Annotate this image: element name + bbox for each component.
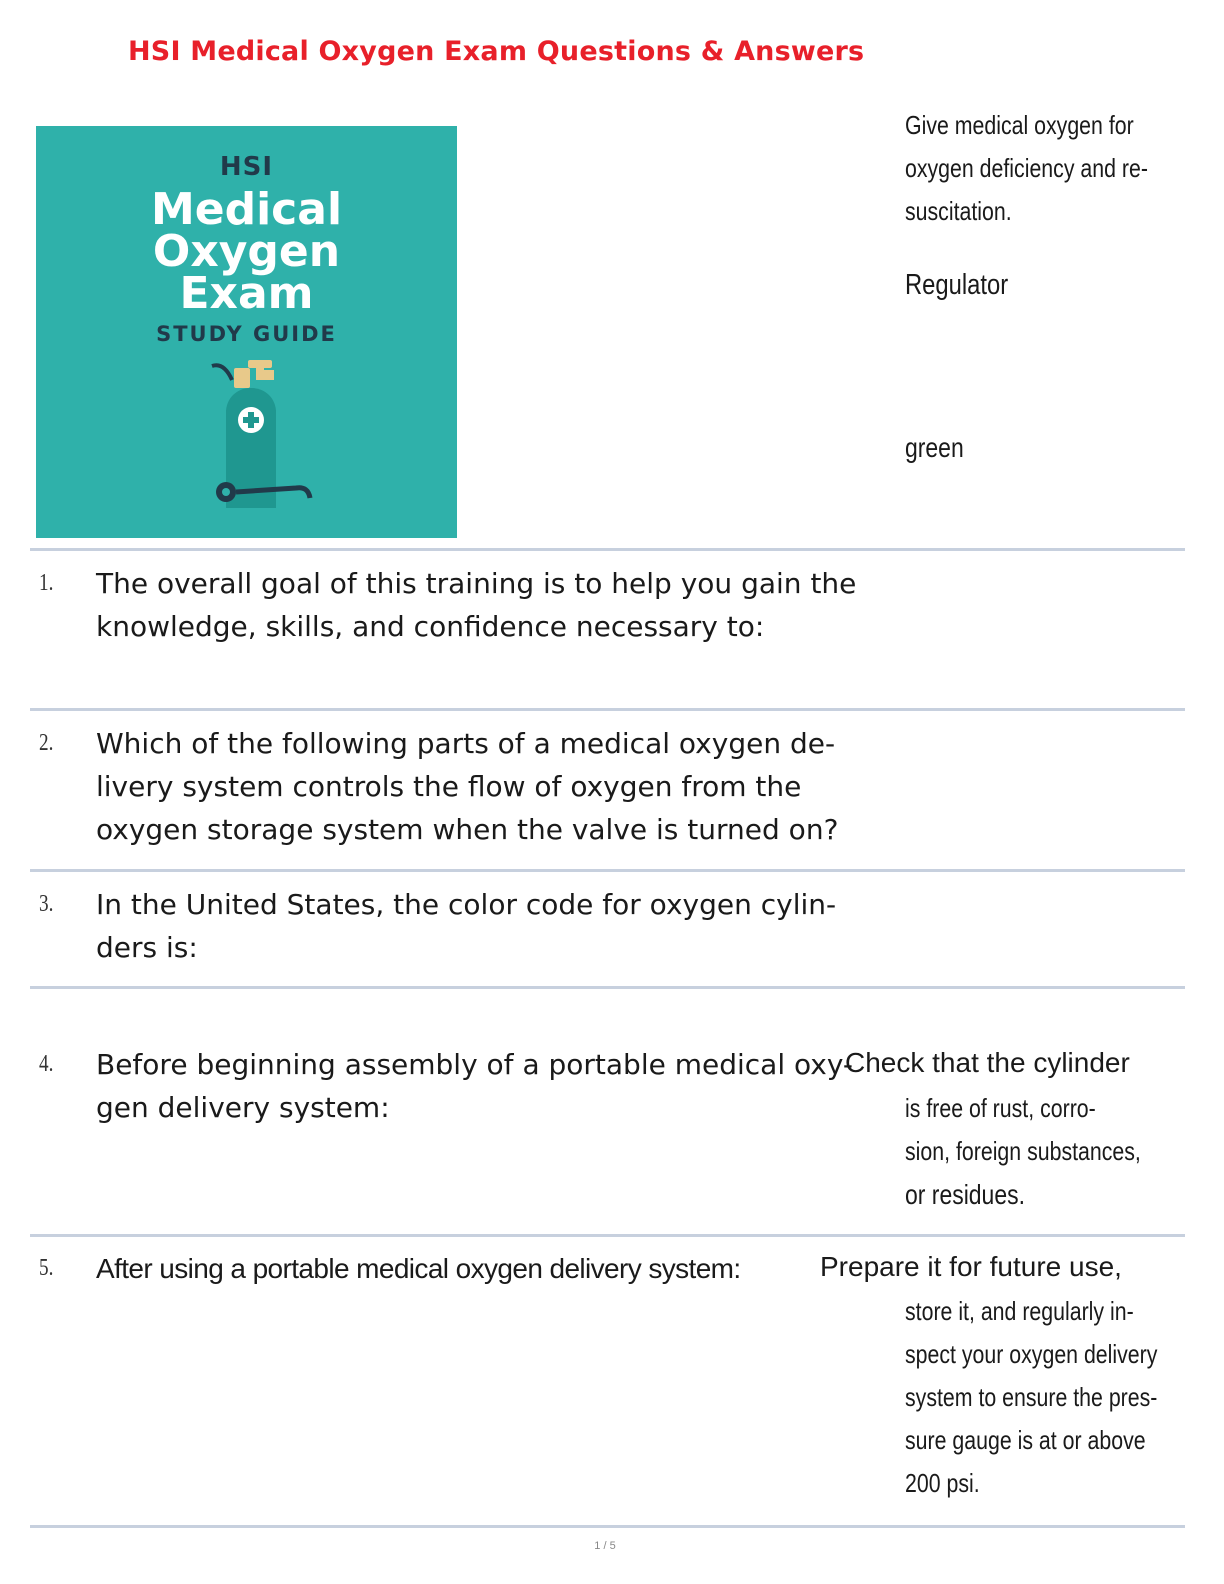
answer-1	[905, 104, 1148, 233]
question-2-line-3: oxygen storage system when the valve is turned on?	[96, 813, 839, 846]
question-4-number: 4.	[39, 1051, 54, 1077]
cover-oxygen-label: Oxygen	[152, 226, 341, 277]
divider	[30, 1234, 1185, 1237]
answer-4-line-4: or residues.	[905, 1179, 1025, 1210]
answer-4-line-2: is free of rust, corro-	[905, 1093, 1096, 1123]
answer-5	[905, 1290, 1157, 1505]
question-2-text	[96, 722, 838, 851]
study-guide-cover-image	[36, 126, 457, 538]
page-number: 1 / 5	[594, 1540, 616, 1552]
answer-1-line-3: suscitation.	[905, 196, 1012, 226]
question-3-number: 3.	[39, 891, 54, 917]
divider	[30, 708, 1185, 711]
answer-5-line-3: spect your oxygen delivery	[905, 1339, 1158, 1369]
question-2-line-1: Which of the following parts of a medical oxygen de-	[96, 727, 836, 760]
oxygen-cylinder-icon	[196, 358, 326, 508]
cover-exam-label: Exam	[179, 268, 314, 319]
question-4-line-1: Before beginning assembly of a portable medical oxy-	[96, 1048, 854, 1081]
question-4-line-2: gen delivery system:	[96, 1091, 390, 1124]
cover-study-guide-label: STUDY GUIDE	[156, 322, 337, 346]
answer-5-line-5: sure gauge is at or above	[905, 1425, 1146, 1455]
question-1-text	[96, 562, 856, 648]
answer-5-line-4: system to ensure the pres-	[905, 1382, 1158, 1412]
question-3-line-2: ders is:	[96, 931, 198, 964]
answer-1-line-2: oxygen deficiency and re-	[905, 153, 1148, 183]
answer-3: green	[905, 432, 964, 463]
question-3-text	[96, 883, 836, 969]
question-1-line-2: knowledge, skills, and confidence necessary to:	[96, 610, 765, 643]
question-3-line-1: In the United States, the color code for oxygen cylin-	[96, 888, 837, 921]
question-2-number: 2.	[39, 730, 54, 756]
cover-medical-label: Medical	[150, 184, 343, 235]
answer-5-line-2: store it, and regularly in-	[905, 1296, 1134, 1326]
question-2-line-2: livery system controls the flow of oxygen from the	[96, 770, 802, 803]
document-title: HSI Medical Oxygen Exam Questions & Answers	[128, 36, 865, 67]
answer-1-line-1: Give medical oxygen for	[905, 110, 1134, 140]
question-5-line-1: After using a portable medical oxygen delivery system:	[96, 1253, 741, 1284]
answer-5-first-line: Prepare it for future use,	[820, 1251, 1122, 1282]
divider	[30, 548, 1185, 551]
answer-5-line-6: 200 psi.	[905, 1468, 980, 1498]
divider	[30, 986, 1185, 989]
answer-2: Regulator	[905, 269, 1009, 301]
question-4-text	[96, 1043, 853, 1129]
question-5-text	[96, 1247, 741, 1290]
divider	[30, 869, 1185, 872]
answer-4-line-3: sion, foreign substances,	[905, 1136, 1141, 1166]
question-1-line-1: The overall goal of this training is to help you gain the	[96, 567, 857, 600]
question-5-number: 5.	[39, 1255, 54, 1281]
answer-4-first-line: Check that the cylinder	[845, 1047, 1130, 1078]
answer-4	[905, 1087, 1141, 1216]
divider	[30, 1525, 1185, 1528]
question-1-number: 1.	[39, 570, 54, 596]
cover-hsi-label: HSI	[219, 152, 274, 182]
